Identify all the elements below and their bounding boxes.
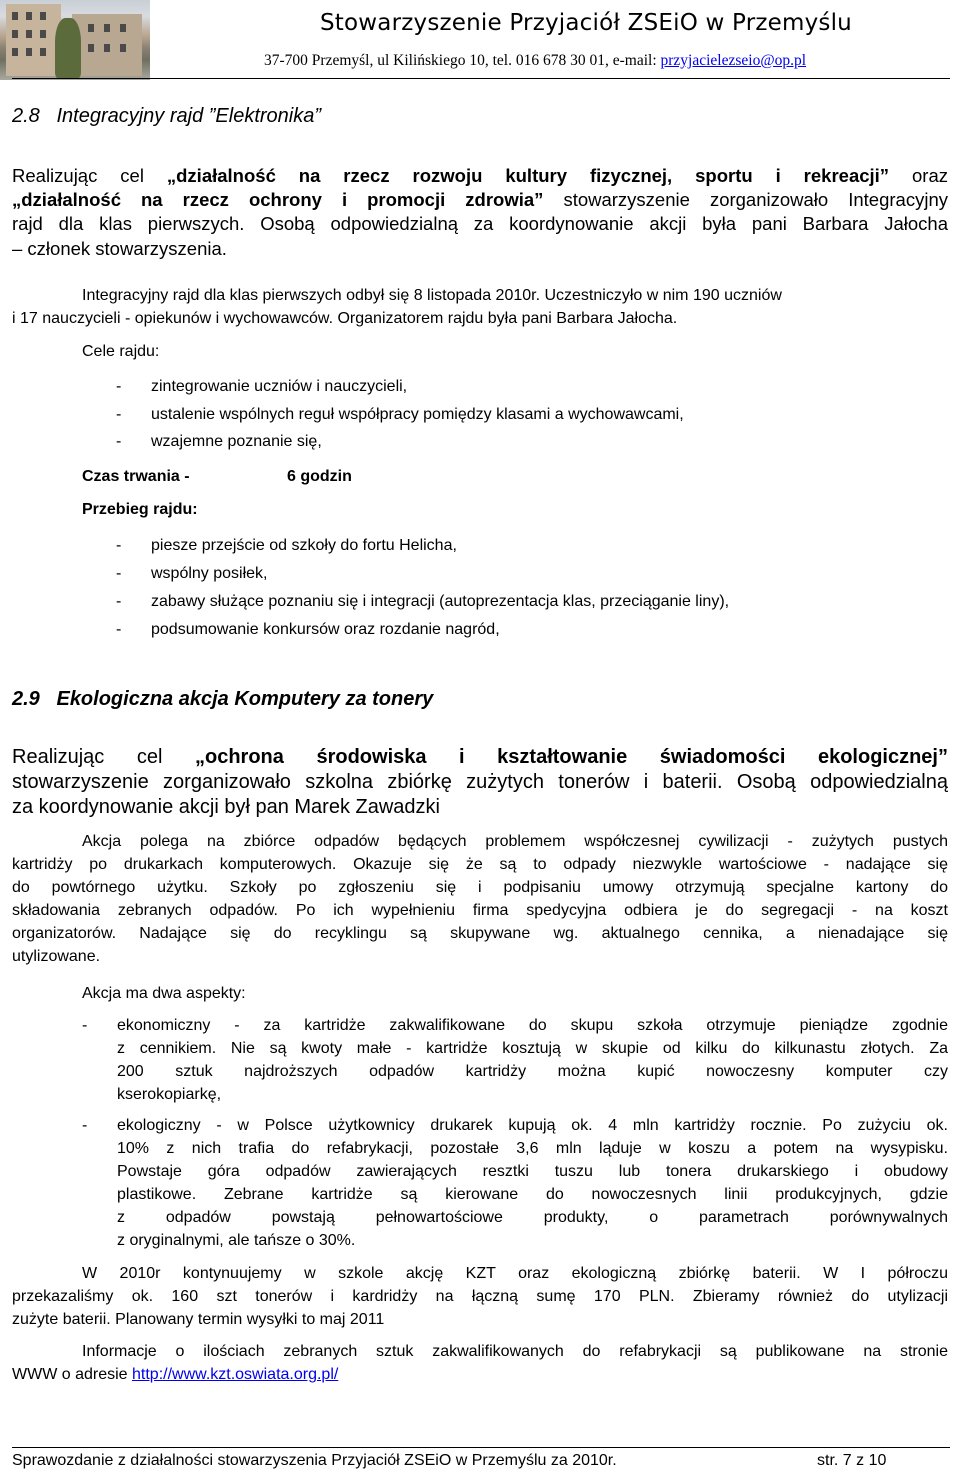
list-bullet: - bbox=[82, 1017, 88, 1034]
section-2-9-paragraph-line: Akcja polega na zbiórce odpadów będących problemem współczesnej cywilizacji - zużytych pustych bbox=[82, 833, 948, 850]
lead-bold-goal: „ochrona środowiska i kształtowanie świadomości ekologicznej” bbox=[194, 746, 948, 768]
lead-text: oraz bbox=[889, 165, 948, 186]
goal-item: ustalenie wspólnych reguł współpracy pomiędzy klasami a wychowawcami, bbox=[151, 406, 684, 423]
organization-address bbox=[264, 52, 806, 70]
lead-text: stowarzyszenie zorganizowało Integracyjny bbox=[543, 189, 948, 210]
address-text: 37-700 Przemyśl, ul Kilińskiego 10, tel. 016 678 30 01, e-mail: bbox=[264, 52, 661, 69]
section-2-9-paragraph-line: do powtórnego użytku. Szkoły po zgłoszeniu się i podpisaniu umowy otrzymują specjalne kartony do bbox=[12, 879, 948, 896]
section-2-9-paragraph-line: składowania zebranych odpadów. Po ich wypełnieniu firma spedycyjna odbiera je do segregacji - na koszt bbox=[12, 902, 948, 919]
section-2-9-summary-line: W 2010r kontynuujemy w szkole akcję KZT oraz ekologiczną zbiórkę baterii. W I półroczu bbox=[82, 1265, 948, 1282]
lead-bold-goal-1: „działalność na rzecz rozwoju kultury fizycznej, sportu i rekreacji” bbox=[166, 165, 890, 186]
section-2-9-paragraph-line: kartridży po drukarkach komputerowych. Okazuje się że są to odpady niezwykle wartościowe - nadające się bbox=[12, 856, 948, 873]
list-bullet: - bbox=[116, 433, 122, 450]
list-bullet: - bbox=[116, 406, 122, 423]
list-bullet: - bbox=[116, 565, 122, 582]
lead-text: Realizując cel bbox=[12, 746, 195, 768]
goals-label: Cele rajdu: bbox=[82, 343, 160, 360]
school-building-photo bbox=[0, 0, 150, 80]
aspect-ecologic-line: plastikowe. Zebrane kartridże są kierowane do nowoczesnych linii produkcyjnych, gdzie bbox=[117, 1186, 948, 1203]
course-item: wspólny posiłek, bbox=[151, 565, 268, 582]
section-2-8-heading: 2.8 Integracyjny rajd ”Elektronika” bbox=[12, 105, 322, 127]
duration-label: Czas trwania - bbox=[82, 468, 190, 485]
section-2-9-summary-line: zużyte baterii. Planowany termin wysyłki to maj 2011 bbox=[12, 1311, 385, 1328]
section-2-8-lead-line-1 bbox=[12, 165, 948, 187]
lead-bold-goal-2: „działalność na rzecz ochrony i promocji zdrowia” bbox=[12, 189, 544, 210]
section-2-9-lead-line-3: za koordynowanie akcji był pan Marek Zawadzki bbox=[12, 796, 440, 818]
section-2-9-lead-line-2: stowarzyszenie zorganizowało szkolna zbiórkę zużytych tonerów i baterii. Osobą odpowiedzialną bbox=[12, 771, 948, 793]
info-text: WWW o adresie bbox=[12, 1366, 133, 1383]
aspect-ecologic-line: 10% z nich trafia do refabrykacji, pozostałe 3,6 mln ląduje w koszu a potem na wysypisku. bbox=[117, 1140, 948, 1157]
list-bullet: - bbox=[116, 621, 122, 638]
aspect-ecologic-line: z odpadów powstają pełnowartościowe produkty, o parametrach porównywalnych bbox=[117, 1209, 948, 1226]
section-2-9-lead-line-1 bbox=[12, 746, 948, 769]
section-2-9-info-line: Informacje o ilościach zebranych sztuk zakwalifikowanych do refabrykacji są publikowane na stronie bbox=[82, 1343, 948, 1360]
header-divider bbox=[12, 78, 950, 79]
aspect-ecologic-line: z oryginalnymi, ale tańsze o 30%. bbox=[117, 1232, 356, 1249]
goal-item: wzajemne poznanie się, bbox=[151, 433, 322, 450]
organization-title: Stowarzyszenie Przyjaciół ZSEiO w Przemyślu bbox=[320, 10, 852, 36]
duration-value: 6 godzin bbox=[287, 468, 352, 485]
course-item: podsumowanie konkursów oraz rozdanie nagród, bbox=[151, 621, 500, 638]
section-2-9-info-line bbox=[12, 1366, 338, 1384]
list-bullet: - bbox=[116, 593, 122, 610]
goal-item: zintegrowanie uczniów i nauczycieli, bbox=[151, 378, 408, 395]
section-2-9-paragraph-line: organizatorów. Nadające się do recyklingu są skupywane wg. aktualnego cennika, a nienadające się bbox=[12, 925, 948, 942]
email-link[interactable]: przyjacielezseio@op.pl bbox=[660, 52, 807, 69]
kzt-website-link[interactable]: http://www.kzt.oswiata.org.pl/ bbox=[132, 1366, 339, 1383]
lead-text: Realizując cel bbox=[12, 165, 167, 186]
list-bullet: - bbox=[116, 537, 122, 554]
course-item: piesze przejście od szkoły do fortu Helicha, bbox=[151, 537, 457, 554]
list-bullet: - bbox=[82, 1117, 88, 1134]
section-2-9-paragraph-line: utylizowane. bbox=[12, 948, 101, 965]
aspect-ecologic-line: Powstaje góra odpadów zawierających resztki tuszu lub tonera drukarskiego i obudowy bbox=[117, 1163, 948, 1180]
aspect-economic-line: 200 sztuk najdroższych odpadów kartridży można kupić nowoczesny komputer czy bbox=[117, 1063, 948, 1080]
section-2-8-paragraph-line-2: i 17 nauczycieli - opiekunów i wychowawców. Organizatorem rajdu była pani Barbara Jałocha. bbox=[12, 310, 678, 327]
section-2-8-lead-line-3: rajd dla klas pierwszych. Osobą odpowiedzialną za koordynowanie akcji była pani Barbara Jałocha bbox=[12, 213, 948, 234]
course-item: zabawy służące poznaniu się i integracji (autoprezentacja klas, przeciąganie liny), bbox=[151, 593, 730, 610]
aspect-economic-line: z cennikiem. Nie są kwoty małe - kartridże kosztują w skupie od kilku do kilkunastu złotych. Za bbox=[117, 1040, 948, 1057]
footer-report-title: Sprawozdanie z działalności stowarzyszenia Przyjaciół ZSEiO w Przemyślu za 2010r. bbox=[12, 1452, 617, 1469]
aspect-economic-line: ekonomiczny - za kartridże zakwalifikowane do skupu szkoła otrzymuje pieniądze zgodnie bbox=[117, 1017, 948, 1034]
section-2-8-lead-line-2 bbox=[12, 189, 948, 211]
course-label: Przebieg rajdu: bbox=[82, 501, 198, 518]
footer-divider bbox=[12, 1447, 950, 1448]
page-number: str. 7 z 10 bbox=[817, 1452, 887, 1469]
section-2-9-heading: 2.9 Ekologiczna akcja Komputery za tonery bbox=[12, 688, 434, 710]
list-bullet: - bbox=[116, 378, 122, 395]
aspects-label: Akcja ma dwa aspekty: bbox=[82, 985, 246, 1002]
section-2-8-paragraph-line-1: Integracyjny rajd dla klas pierwszych odbył się 8 listopada 2010r. Uczestniczyło w nim 190 uczniów bbox=[82, 287, 782, 304]
aspect-ecologic-line: ekologiczny - w Polsce użytkownicy drukarek kupują ok. 4 mln kartridży rocznie. Po zużyciu ok. bbox=[117, 1117, 948, 1134]
section-2-8-lead-line-4: – członek stowarzyszenia. bbox=[12, 238, 227, 259]
aspect-economic-line: kserokopiarkę, bbox=[117, 1086, 222, 1103]
section-2-9-summary-line: przekazaliśmy ok. 160 szt tonerów i kardridży na łączną sumę 170 PLN. Zbieramy również do utylizacji bbox=[12, 1288, 948, 1305]
